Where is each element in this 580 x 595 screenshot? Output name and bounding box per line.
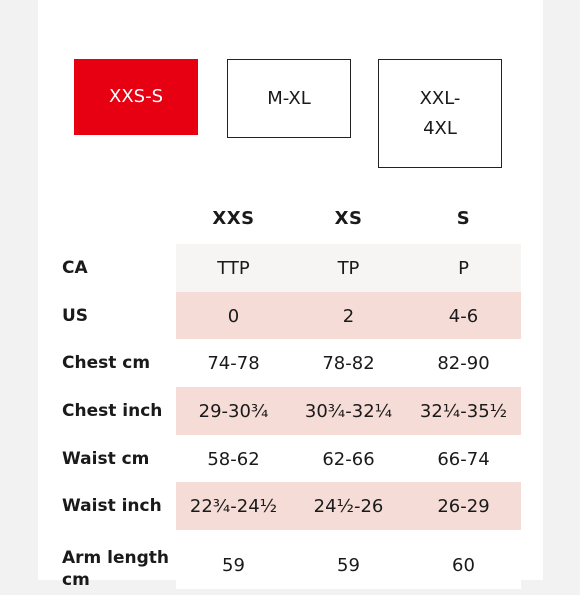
table-cell: 22¾-24½ [189,495,278,517]
size-range-label: XXL-4XL [419,87,461,139]
table-cell: TTP [217,257,250,279]
table-cell: 32¼-35½ [419,400,508,422]
table-cell: 58-62 [207,448,260,470]
table-cell: 29-30¾ [198,400,269,422]
table-row-ca [0,244,580,292]
table-cell: 78-82 [322,352,375,374]
table-cell: 66-74 [437,448,490,470]
size-range-xxl-4xl-button[interactable] [378,59,502,168]
table-row-waist-cm [0,435,580,483]
table-cell: 26-29 [437,495,490,517]
table-row-us [0,292,580,340]
column-header-xxs: XXS [212,208,255,229]
size-range-label: XXS-S [108,86,163,107]
table-cell: 2 [342,305,355,327]
table-cell: 62-66 [322,448,375,470]
row-label: Chest cm [62,353,151,373]
row-label: US [62,306,89,326]
size-range-label: M-XL [267,87,311,109]
table-cell: 30¾-32¼ [304,400,393,422]
table-cell: 0 [227,305,240,327]
table-row-waist-inch [0,482,580,530]
row-label: Waist inch [62,496,162,516]
size-range-xxs-s-button[interactable] [74,59,198,135]
row-label: Waist cm [62,449,150,469]
table-row-arm-length-cm [0,541,580,589]
table-cell: 59 [337,554,360,576]
table-cell: 24½-26 [313,495,384,517]
table-cell: 59 [222,554,245,576]
row-label: Chest inch [62,401,163,421]
column-header-s: S [456,208,471,229]
row-label: Arm length cm [62,548,170,590]
table-cell: 4-6 [448,305,479,327]
table-row-chest-inch [0,387,580,435]
column-header-xs: XS [334,208,363,229]
table-cell: 60 [452,554,475,576]
table-cell: 82-90 [437,352,490,374]
table-cell: 74-78 [207,352,260,374]
row-label: CA [62,258,88,278]
table-cell: P [458,257,469,279]
table-row-chest-cm [0,339,580,387]
size-range-m-xl-button[interactable] [227,59,351,138]
table-cell: TP [337,257,360,279]
